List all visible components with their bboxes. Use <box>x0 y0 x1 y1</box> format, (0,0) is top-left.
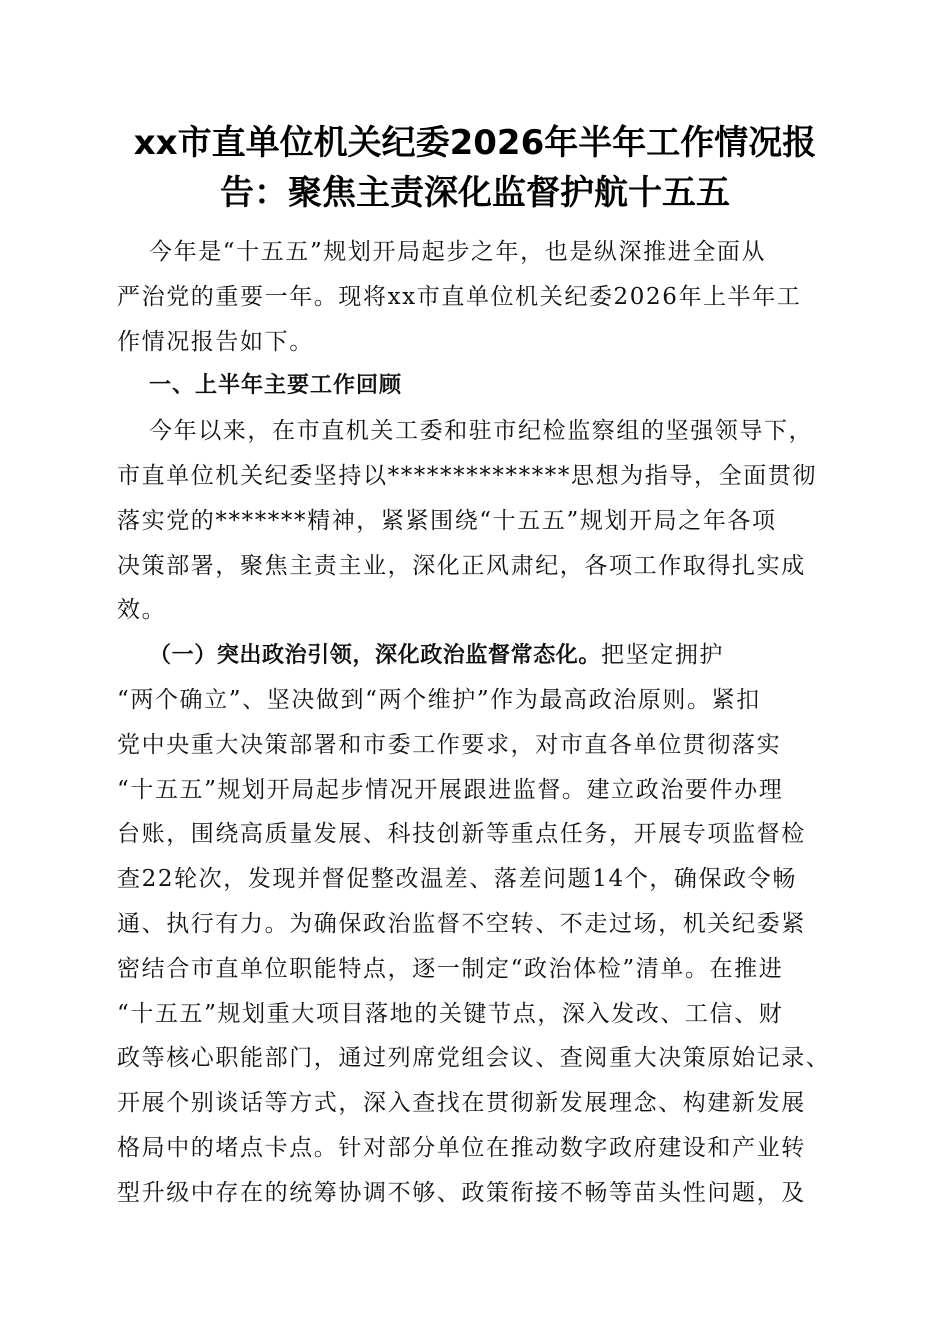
document-body <box>117 230 833 1216</box>
subsection-1-first-line <box>117 633 833 678</box>
subsection-1-line: “两个确立”、坚决做到“两个维护”作为最高政治原则。紧扣 <box>117 686 761 713</box>
section-1-line: 效。 <box>117 597 167 624</box>
intro-paragraph <box>117 230 833 364</box>
subsection-1-line: 开展个别谈话等方式，深入查找在贯彻新发展理念、构建新发展 <box>117 1090 806 1117</box>
subsection-1-line: 政等核心职能部门，通过列席党组会议、查阅重大决策原始记录、 <box>117 1045 831 1072</box>
subsection-1-line: 查22轮次，发现并督促整改温差、落差问题14个，确保政令畅 <box>117 866 797 893</box>
subsection-1-first-line-rest: 把坚定拥护 <box>601 642 725 669</box>
intro-line: 作情况报告如下。 <box>117 328 314 355</box>
subsection-1-line: “十五五”规划重大项目落地的关键节点，深入发改、工信、财 <box>117 1000 784 1027</box>
subsection-1-paragraph <box>117 633 833 1215</box>
subsection-1-line: 格局中的堵点卡点。针对部分单位在推动数字政府建设和产业转 <box>117 1134 806 1161</box>
title-line-1: xx市直单位机关纪委2026年半年工作情况报 <box>133 123 817 163</box>
section-1-line: 今年以来，在市直机关工委和驻市纪检监察组的坚强领导下， <box>149 418 814 445</box>
subsection-1-line: “十五五”规划开局起步情况开展跟进监督。建立政治要件办理 <box>117 776 784 803</box>
section-1-line: 落实党的*******精神，紧紧围绕“十五五”规划开局之年各项 <box>117 507 777 534</box>
subsection-1-line: 密结合市直单位职能特点，逐一制定“政治体检”清单。在推进 <box>117 955 784 982</box>
intro-line: 严治党的重要一年。现将xx市直单位机关纪委2026年上半年工 <box>117 283 802 310</box>
intro-line: 今年是“十五五”规划开局起步之年，也是纵深推进全面从 <box>149 239 767 265</box>
section-1-line: 决策部署，聚焦主责主业，深化正风肃纪，各项工作取得扎实成 <box>117 552 806 579</box>
title-line-2: 告：聚焦主责深化监督护航十五五 <box>220 173 730 213</box>
section-1-heading: 一、上半年主要工作回顾 <box>149 373 403 399</box>
subsection-1-line: 台账，围绕高质量发展、科技创新等重点任务，开展专项监督检 <box>117 821 806 848</box>
subsection-1-line: 型升级中存在的统筹协调不够、政策衔接不畅等苗头性问题，及 <box>117 1179 806 1206</box>
document-title <box>110 118 840 218</box>
section-1-line: 市直单位机关纪委坚持以**************思想为指导，全面贯彻 <box>117 462 817 489</box>
subsection-1-line: 党中央重大决策部署和市委工作要求，对市直各单位贯彻落实 <box>117 731 782 758</box>
section-1-paragraph <box>117 409 833 633</box>
subsection-1-line: 通、执行有力。为确保政治监督不空转、不走过场，机关纪委紧 <box>117 910 806 937</box>
subsection-1-heading: （一）突出政治引领，深化政治监督常态化。 <box>149 643 602 669</box>
